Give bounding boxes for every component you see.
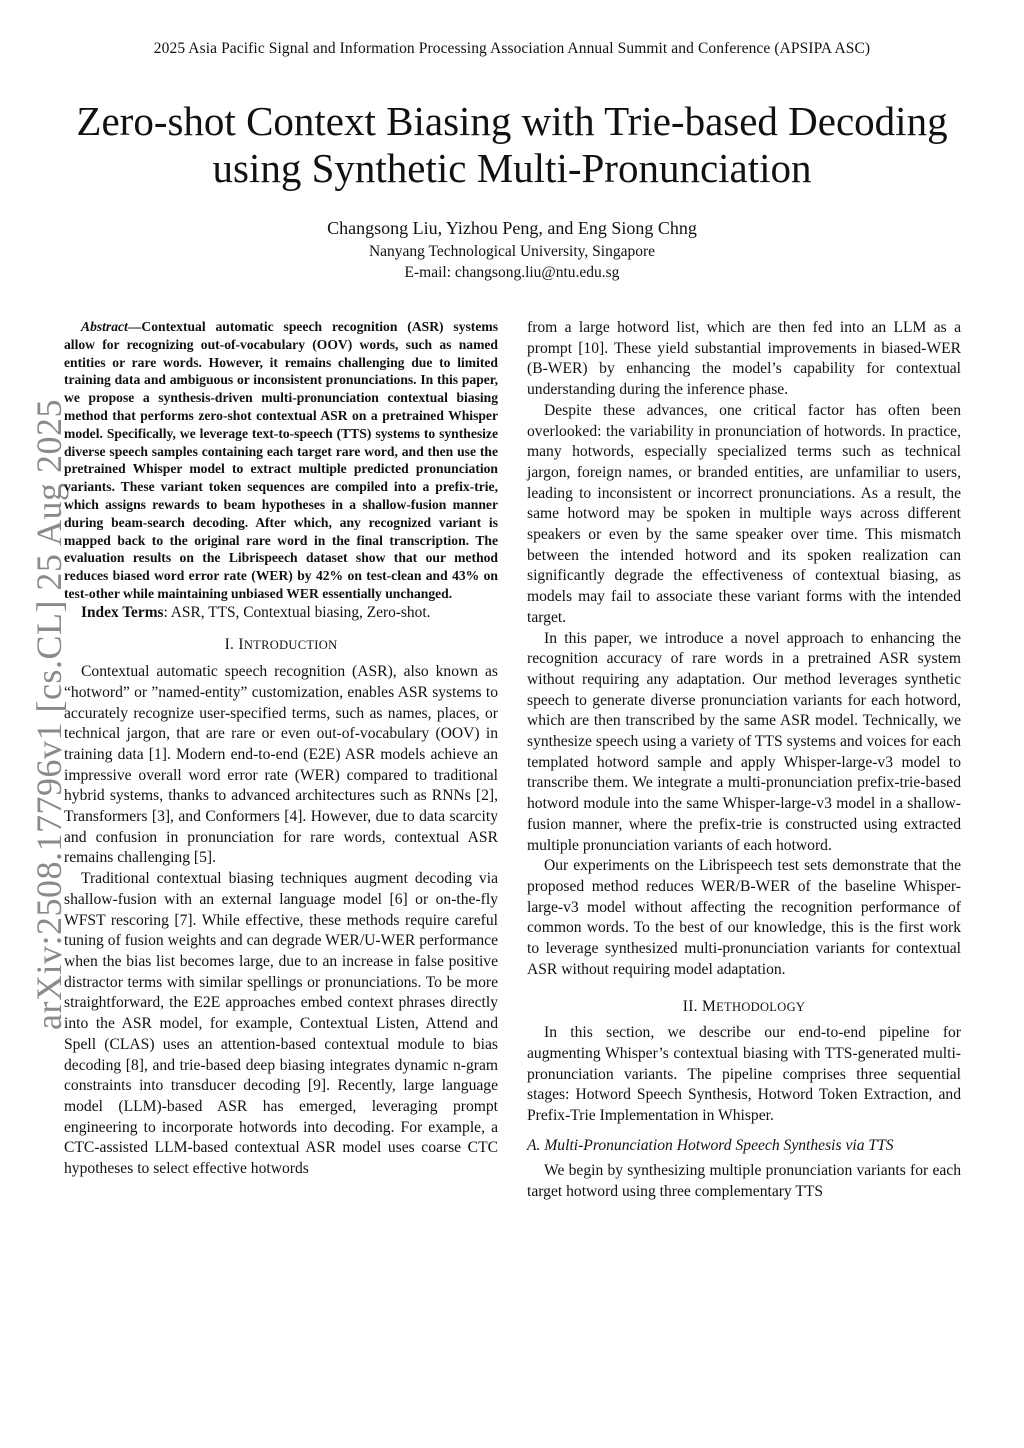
paragraph: Contextual automatic speech recognition (ASR), also known as “hotword” or ”named-entity” customization, enables ASR systems to accurately recognize user-specified terms, such as names, places, or technical jargon, that are rare or even out-of-vocabulary (OOV) in training data [1]. Modern end-to-end (E2E) ASR models achieve an impressive overall word error rate (WER) compared to traditional hybrid systems, thanks to advanced architectures such as RNNs [2], Transformers [3], and Conformers [4]. However, due to data scarcity and confusion in pronunciation for rare words, contextual ASR remains challenging [5]. <box>64 663 498 867</box>
paragraph: We begin by synthesizing multiple pronunciation variants for each target hotword using three complementary TTS <box>527 1162 961 1201</box>
right-column <box>527 318 961 1203</box>
section-heading-methodology: II. METHODOLOGY <box>682 997 806 1015</box>
paper-authors: Changsong Liu, Yizhou Peng, and Eng Siong Chng <box>327 218 697 238</box>
subsection-heading: A. Multi-Pronunciation Hotword Speech Synthesis via TTS <box>527 1136 894 1154</box>
paper-email: E-mail: changsong.liu@ntu.edu.sg <box>404 264 620 281</box>
index-terms-text: : ASR, TTS, Contextual biasing, Zero-shot. <box>163 603 431 621</box>
left-column <box>64 318 498 1180</box>
paragraph: In this section, we describe our end-to-end pipeline for augmenting Whisper’s contextual biasing with TTS-generated multi-pronunciation variants. The pipeline comprises three sequential stages: Hotword Speech Synthesis, Hotword Token Extraction, and Prefix-Trie Implementation in Whisper. <box>527 1024 961 1125</box>
paragraph: In this paper, we introduce a novel approach to enhancing the recognition accuracy of rare words in a pretrained ASR system without requiring any adaptation. Our method leverages synthetic speech to generate diverse pronunciation variants for each hotword, which are then transcribed by the same ASR model. Technically, we synthesize speech using a variety of TTS systems and voices for each templated hotword sample and apply Whisper-large-v3 model to transcribe them. We integrate a multi-pronunciation prefix-trie-based hotword module into the same Whisper-large-v3 model in a shallow-fusion manner, where the prefix-trie is constructed using extracted multiple pronunciation variants of each hotword. <box>527 629 961 854</box>
abstract-text: —Contextual automatic speech recognition (ASR) systems allow for recognizing out-of-vocabulary (OOV) words, such as named entities or rare words. However, it remains challenging due to limited training data and ambiguous or inconsistent pronunciations. In this paper, we propose a synthesis-driven multi-pronunciation contextual biasing method that performs zero-shot contextual ASR on a pretrained Whisper model. Specifically, we leverage text-to-speech (TTS) systems to synthesize diverse speech samples containing each target rare word, and then use the pretrained Whisper model to extract multiple predicted pronunciation variants. These variant token sequences are compiled into a prefix-trie, which assigns rewards to beam hypotheses in a shallow-fusion manner during beam-search decoding. After which, any recognized variant is mapped back to the original rare word in the final transcription. The evaluation results on the Librispeech dataset show that our method reduces biased word error rate (WER) by 42% on test-clean and 43% on test-other while maintaining unbiased WER essentially unchanged. <box>64 319 498 601</box>
paragraph: Despite these advances, one critical factor has often been overlooked: the variability in pronunciation of hotwords. In practice, many hotwords, especially specialized terms such as technical jargon, foreign names, or branded entities, are unfamiliar to users, leading to inconsistent or incorrect pronunciations. As a result, the same hotword may be spoken in multiple ways across different speakers or even by the same speaker over time. This mismatch between the intended hotword and its spoken realization can significantly degrade the effectiveness of contextual biasing, as models may fail to associate these variant forms with the intended target. <box>527 401 961 626</box>
paper-affiliation: Nanyang Technological University, Singapore <box>368 243 656 260</box>
index-terms <box>64 603 498 624</box>
arxiv-stamp: arXiv:2508.17796v1 [cs.CL] 25 Aug 2025 <box>29 399 69 1030</box>
conference-header: 2025 Asia Pacific Signal and Information Processing Association Annual Summit and Conference (APSIPA ASC) <box>153 40 871 57</box>
paragraph: Traditional contextual biasing techniques augment decoding via shallow-fusion with an external language model [6] or on-the-fly WFST rescoring [7]. While effective, these methods require careful tuning of fusion weights and can degrade WER/U-WER performance when the bias list becomes large, due to an increase in false positive distractor terms with similar spellings or pronunciations. To be more straightforward, the E2E approaches embed context phrases directly into the ASR model, for example, Contextual Listen, Attend and Spell (CLAS) uses an attention-based contextual module to bias decoding [8], and trie-based deep biasing integrates dynamic n-gram constraints into transducer decoding [9]. Recently, large language model (LLM)-based ASR has emerged, leveraging prompt engineering to incorporate hotwords into decoding. For example, a CTC-assisted LLM-based contextual ASR model uses coarse CTC hypotheses to select effective hotwords <box>64 870 498 1178</box>
paper-title: Zero-shot Context Biasing with Trie-based Decoding using Synthetic Multi-Pronunciation <box>76 98 948 191</box>
section-heading-introduction: I. INTRODUCTION <box>224 636 338 654</box>
paragraph: Our experiments on the Librispeech test sets demonstrate that the proposed method reduces WER/B-WER of the baseline Whisper-large-v3 model without affecting the recognition performance of common words. To the best of our knowledge, this is the first work to leverage synthesized multi-pronunciation variants for contextual ASR without requiring model adaptation. <box>527 857 961 978</box>
index-terms-label: Index Terms <box>81 603 164 621</box>
paragraph: from a large hotword list, which are then fed into an LLM as a prompt [10]. These yield substantial improvements in biased-WER (B-WER) by enhancing the model’s capability for contextual understanding during the inference phase. <box>527 319 961 399</box>
abstract <box>64 318 498 603</box>
abstract-label: Abstract <box>81 319 128 334</box>
